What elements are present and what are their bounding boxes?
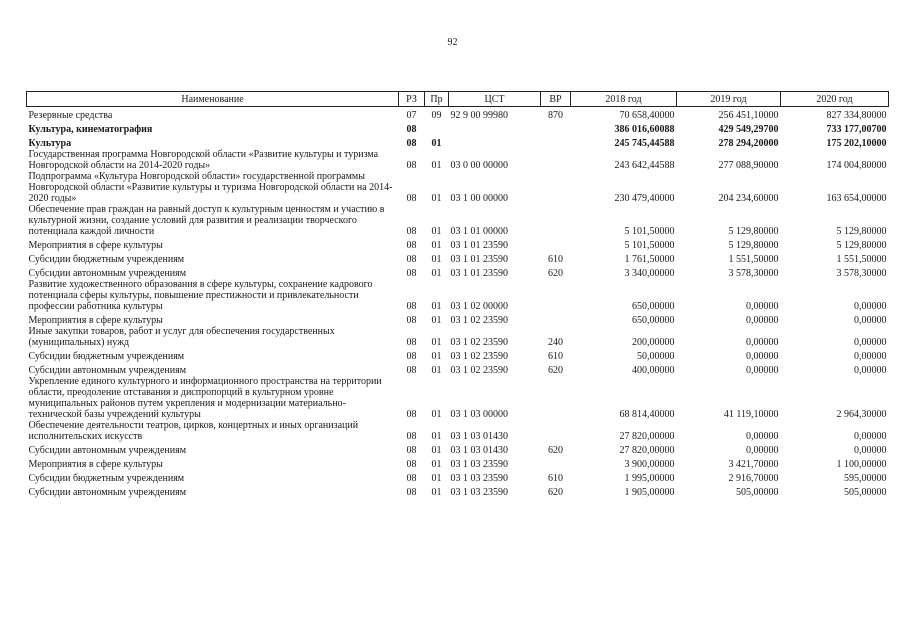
cell-2020: 1 551,50000 — [836, 254, 887, 265]
cell-2019: 0,00000 — [746, 351, 779, 362]
table-row — [27, 237, 889, 251]
cell-name: Культура, кинематография — [28, 124, 153, 135]
cell-2020: 174 004,80000 — [826, 160, 887, 171]
cell-rz: 08 — [406, 431, 417, 442]
header-cst: ЦСТ — [449, 92, 541, 107]
cell-2020: 175 202,10000 — [826, 138, 887, 149]
cell-name: Культура — [28, 138, 72, 149]
cell-2018: 1 905,00000 — [624, 487, 675, 498]
table-row — [27, 326, 889, 348]
cell-cst — [449, 135, 541, 149]
table-row — [27, 376, 889, 420]
cell-2019: 277 088,90000 — [718, 160, 779, 171]
cell-2018: 1 995,00000 — [624, 473, 675, 484]
cell-name: Обеспечение деятельности театров, цирков, концертных и иных организаций исполнительских искусств — [28, 420, 359, 442]
cell-name: Субсидии автономным учреждениям — [28, 365, 187, 376]
cell-2019: 0,00000 — [746, 337, 779, 348]
cell-2018: 27 820,00000 — [619, 445, 675, 456]
cell-name: Резервные средства — [28, 110, 113, 121]
table-row — [27, 348, 889, 362]
cell-name: Мероприятия в сфере культуры — [28, 240, 163, 251]
cell-vr — [541, 135, 571, 149]
cell-rz: 08 — [406, 315, 417, 326]
cell-vr — [541, 149, 571, 171]
cell-2018: 650,00000 — [632, 301, 675, 312]
cell-name: Развитие художественного образования в сфере культуры, сохранение кадрового потенциала сферы культуры, повышение престижности и привлекательности профессии работника культуры — [28, 279, 373, 312]
cell-rz: 08 — [406, 351, 417, 362]
table-row — [27, 149, 889, 171]
table-header-row — [27, 92, 889, 107]
cell-2019: 204 234,60000 — [718, 193, 779, 204]
table-row — [27, 442, 889, 456]
cell-cst: 03 1 02 23590 — [450, 365, 508, 376]
cell-vr — [541, 121, 571, 135]
cell-cst: 03 1 03 00000 — [450, 409, 508, 420]
cell-rz: 08 — [406, 365, 417, 376]
cell-cst: 03 1 01 23590 — [450, 254, 508, 265]
table-row — [27, 456, 889, 470]
header-2018: 2018 год — [571, 92, 677, 107]
cell-2019: 0,00000 — [746, 365, 779, 376]
cell-2020: 5 129,80000 — [836, 240, 887, 251]
cell-vr: 620 — [548, 365, 563, 376]
cell-2019: 256 451,10000 — [718, 110, 779, 121]
table-row — [27, 251, 889, 265]
cell-2020: 0,00000 — [854, 301, 887, 312]
cell-name: Обеспечение прав граждан на равный доступ к культурным ценностям и участию в культурной жизни, создание условий для развития и реализации творческого потенциала каждой личности — [28, 204, 385, 237]
cell-2020: 0,00000 — [854, 351, 887, 362]
cell-pr: 01 — [431, 445, 442, 456]
header-pr: Пр — [425, 92, 449, 107]
cell-2020: 2 964,30000 — [836, 409, 887, 420]
cell-rz: 08 — [406, 487, 417, 498]
cell-2019: 41 119,10000 — [723, 409, 779, 420]
table-row — [27, 362, 889, 376]
cell-2018: 3 340,00000 — [624, 268, 675, 279]
header-2020: 2020 год — [781, 92, 889, 107]
cell-pr: 01 — [431, 473, 442, 484]
table-row — [27, 135, 889, 149]
cell-vr — [541, 456, 571, 470]
cell-pr: 09 — [431, 110, 442, 121]
cell-rz: 08 — [406, 254, 417, 265]
cell-2020: 595,00000 — [844, 473, 887, 484]
cell-name: Субсидии автономным учреждениям — [28, 445, 187, 456]
header-vr: ВР — [541, 92, 571, 107]
cell-2020: 5 129,80000 — [836, 226, 887, 237]
table-row — [27, 107, 889, 122]
header-name: Наименование — [27, 92, 399, 107]
table-row — [27, 279, 889, 312]
cell-name: Субсидии автономным учреждениям — [28, 268, 187, 279]
cell-2018: 650,00000 — [632, 315, 675, 326]
cell-pr: 01 — [431, 138, 442, 149]
cell-2019: 0,00000 — [746, 445, 779, 456]
cell-rz: 08 — [406, 445, 417, 456]
cell-rz: 08 — [406, 124, 417, 135]
cell-cst: 03 1 02 23590 — [450, 351, 508, 362]
table-row — [27, 312, 889, 326]
cell-vr: 610 — [548, 254, 563, 265]
cell-pr: 01 — [431, 160, 442, 171]
cell-cst: 03 1 03 23590 — [450, 473, 508, 484]
cell-cst: 03 1 02 00000 — [450, 301, 508, 312]
cell-pr: 01 — [431, 351, 442, 362]
table-row — [27, 484, 889, 498]
cell-2020: 0,00000 — [854, 445, 887, 456]
cell-2018: 68 814,40000 — [619, 409, 675, 420]
cell-rz: 08 — [406, 240, 417, 251]
cell-rz: 08 — [406, 226, 417, 237]
cell-rz: 08 — [406, 337, 417, 348]
cell-2018: 230 479,40000 — [614, 193, 675, 204]
cell-2018: 5 101,50000 — [624, 226, 675, 237]
cell-rz: 08 — [406, 473, 417, 484]
cell-vr — [541, 420, 571, 442]
cell-2018: 200,00000 — [632, 337, 675, 348]
cell-rz: 08 — [406, 138, 417, 149]
cell-pr: 01 — [431, 315, 442, 326]
cell-2019: 5 129,80000 — [728, 226, 779, 237]
cell-2018: 243 642,44588 — [614, 160, 675, 171]
cell-pr: 01 — [431, 409, 442, 420]
budget-table — [26, 91, 889, 498]
cell-vr — [541, 237, 571, 251]
cell-vr — [541, 312, 571, 326]
cell-cst: 03 1 03 23590 — [450, 459, 508, 470]
cell-2019: 3 578,30000 — [728, 268, 779, 279]
cell-rz: 08 — [406, 409, 417, 420]
cell-name: Укрепление единого культурного и информационного пространства на территории области, преодоление отставания и диспропорций в культурном уровне муниципальных районов путем укрепления и модернизации материально-технической базы учреждений культуры — [28, 376, 382, 420]
cell-pr: 01 — [431, 226, 442, 237]
cell-name: Субсидии бюджетным учреждениям — [28, 473, 185, 484]
cell-cst: 03 1 02 23590 — [450, 337, 508, 348]
cell-pr: 01 — [431, 240, 442, 251]
cell-rz: 08 — [406, 160, 417, 171]
cell-cst: 03 1 03 01430 — [450, 431, 508, 442]
cell-vr: 240 — [548, 337, 563, 348]
cell-pr: 01 — [431, 365, 442, 376]
cell-2019: 3 421,70000 — [728, 459, 779, 470]
cell-cst — [449, 121, 541, 135]
cell-name: Государственная программа Новгородской области «Развитие культуры и туризма Новгородской области на 2014-2020 годы» — [28, 149, 379, 171]
table-row — [27, 121, 889, 135]
cell-cst: 03 1 03 01430 — [450, 445, 508, 456]
cell-2018: 3 900,00000 — [624, 459, 675, 470]
table-row — [27, 470, 889, 484]
cell-2020: 0,00000 — [854, 315, 887, 326]
cell-2019: 278 294,20000 — [718, 138, 779, 149]
cell-2018: 70 658,40000 — [619, 110, 675, 121]
cell-2019: 505,00000 — [736, 487, 779, 498]
table-row — [27, 171, 889, 204]
cell-pr: 01 — [431, 487, 442, 498]
cell-2020: 0,00000 — [854, 337, 887, 348]
cell-2018: 386 016,60088 — [614, 124, 675, 135]
cell-2018: 27 820,00000 — [619, 431, 675, 442]
cell-vr: 620 — [548, 445, 563, 456]
cell-name: Мероприятия в сфере культуры — [28, 315, 163, 326]
cell-name: Мероприятия в сфере культуры — [28, 459, 163, 470]
cell-vr: 610 — [548, 351, 563, 362]
cell-vr — [541, 376, 571, 420]
cell-cst: 03 1 01 00000 — [450, 226, 508, 237]
cell-cst: 03 1 03 23590 — [450, 487, 508, 498]
header-2019: 2019 год — [677, 92, 781, 107]
cell-name: Субсидии бюджетным учреждениям — [28, 254, 185, 265]
page-number: 92 — [447, 37, 458, 48]
cell-rz: 08 — [406, 301, 417, 312]
cell-2018: 1 761,50000 — [624, 254, 675, 265]
cell-cst: 03 1 02 23590 — [450, 315, 508, 326]
cell-2019: 5 129,80000 — [728, 240, 779, 251]
cell-2019: 0,00000 — [746, 431, 779, 442]
cell-rz: 08 — [406, 268, 417, 279]
cell-pr: 01 — [431, 337, 442, 348]
cell-cst: 03 1 00 00000 — [450, 193, 508, 204]
cell-name: Субсидии автономным учреждениям — [28, 487, 187, 498]
cell-pr: 01 — [431, 268, 442, 279]
cell-vr: 620 — [548, 268, 563, 279]
cell-2018: 5 101,50000 — [624, 240, 675, 251]
cell-2018: 50,00000 — [637, 351, 675, 362]
cell-pr: 01 — [431, 301, 442, 312]
cell-2018: 400,00000 — [632, 365, 675, 376]
cell-2019: 2 916,70000 — [728, 473, 779, 484]
cell-2019: 0,00000 — [746, 301, 779, 312]
cell-vr: 610 — [548, 473, 563, 484]
cell-pr: 01 — [431, 193, 442, 204]
cell-2020: 827 334,80000 — [826, 110, 887, 121]
cell-name: Иные закупки товаров, работ и услуг для обеспечения государственных (муниципальных) нужд — [28, 326, 335, 348]
cell-pr: 01 — [431, 254, 442, 265]
cell-2020: 0,00000 — [854, 365, 887, 376]
cell-pr: 01 — [431, 459, 442, 470]
cell-vr: 620 — [548, 487, 563, 498]
cell-2020: 733 177,00700 — [826, 124, 887, 135]
cell-pr — [425, 121, 449, 135]
cell-cst: 03 1 01 23590 — [450, 268, 508, 279]
cell-name: Субсидии бюджетным учреждениям — [28, 351, 185, 362]
cell-rz: 08 — [406, 193, 417, 204]
header-rz: РЗ — [399, 92, 425, 107]
cell-2019: 0,00000 — [746, 315, 779, 326]
cell-name: Подпрограмма «Культура Новгородской области» государственной программы Новгородской области «Развитие культуры и туризма Новгородской области на 2014-2020 годы» — [28, 171, 393, 204]
cell-2019: 429 549,29700 — [718, 124, 779, 135]
cell-cst: 92 9 00 99980 — [450, 110, 508, 121]
cell-vr — [541, 171, 571, 204]
cell-vr: 870 — [548, 110, 563, 121]
cell-rz: 07 — [406, 110, 417, 121]
cell-2020: 3 578,30000 — [836, 268, 887, 279]
cell-2020: 505,00000 — [844, 487, 887, 498]
table-row — [27, 265, 889, 279]
cell-2020: 1 100,00000 — [836, 459, 887, 470]
cell-rz: 08 — [406, 459, 417, 470]
cell-2018: 245 745,44588 — [614, 138, 675, 149]
cell-vr — [541, 204, 571, 237]
cell-2020: 0,00000 — [854, 431, 887, 442]
table-row — [27, 420, 889, 442]
cell-cst: 03 1 01 23590 — [450, 240, 508, 251]
cell-2020: 163 654,00000 — [826, 193, 887, 204]
cell-pr: 01 — [431, 431, 442, 442]
cell-2019: 1 551,50000 — [728, 254, 779, 265]
table-body — [27, 107, 889, 499]
cell-vr — [541, 279, 571, 312]
table-row — [27, 204, 889, 237]
cell-cst: 03 0 00 00000 — [450, 160, 508, 171]
